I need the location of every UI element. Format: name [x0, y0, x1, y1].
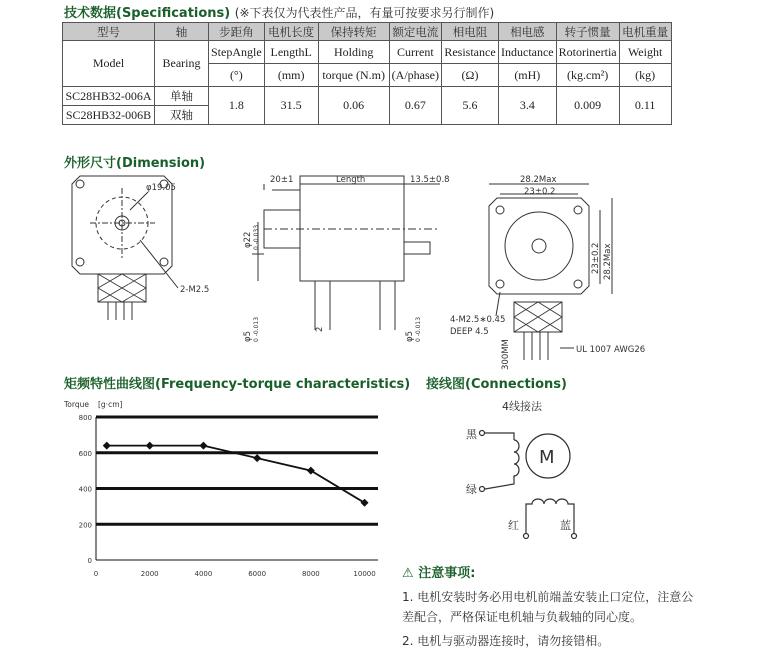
hdr-unit: torque (N.m): [318, 64, 389, 87]
value-cell: 5.6: [442, 87, 499, 125]
hdr-cn: 保持转矩: [318, 23, 389, 41]
value-cell: 31.5: [264, 87, 318, 125]
rear-hole: [574, 280, 582, 288]
y-axis-unit: [g·cm]: [98, 400, 123, 409]
x-tick-label: 2000: [140, 570, 159, 578]
body-max-label: 28.2Max: [520, 175, 557, 185]
data-point: [307, 467, 315, 475]
hdr-en: Model: [63, 41, 155, 87]
table-row: [63, 87, 672, 106]
model-cell: SC28HB32-006B: [63, 106, 155, 125]
pilot-label: φ22: [243, 231, 253, 248]
length-label: Length: [336, 175, 366, 185]
y-tick-label: 800: [78, 414, 92, 422]
hdr-en: Inductance: [499, 41, 557, 64]
x-tick-label: 4000: [194, 570, 213, 578]
hdr-cn: 步距角: [209, 23, 265, 41]
spec-en-row: [63, 41, 672, 64]
depth-label: DEEP 4.5: [450, 327, 489, 337]
hdr-cn: 轴: [155, 23, 209, 41]
hdr-cn: 相电阻: [442, 23, 499, 41]
data-point: [199, 442, 207, 450]
mount-hole: [160, 258, 168, 266]
shaft-dia-label: φ5: [243, 330, 253, 342]
x-tick-label: 6000: [248, 570, 267, 578]
dimension-title: 外形尺寸(Dimension): [64, 156, 206, 171]
x-tick-label: 10000: [353, 570, 376, 578]
y-tick-label: 200: [78, 521, 92, 530]
side-max-label: 28.2Max: [603, 243, 613, 280]
hole-pitch-label: 23±0.2: [524, 187, 556, 197]
y-axis-label: Torque: [64, 400, 89, 409]
hdr-en: Weight: [619, 41, 671, 64]
dia-leader: [130, 192, 148, 210]
spec-note: (※下表仅为代表性产品，有量可按要求另行制作): [234, 6, 495, 20]
dimension-drawing: [0, 170, 760, 370]
x-tick-labels: [94, 570, 376, 578]
hdr-en: Holding: [318, 41, 389, 64]
black-wire: [485, 433, 514, 440]
hdr-unit: (Ω): [442, 64, 499, 87]
bearing-cell: 单轴: [155, 87, 209, 106]
x-tick-label: 8000: [301, 570, 320, 578]
shaft-dia-rear-label: φ5: [405, 330, 415, 342]
data-point: [361, 499, 369, 507]
green-terminal: [480, 487, 485, 492]
chart-grid: [96, 417, 378, 560]
rear-hole: [574, 206, 582, 214]
notes-section: [402, 562, 702, 651]
y-tick-labels: [79, 414, 92, 565]
y-tick-label: 0: [87, 557, 92, 565]
hdr-cn: 相电感: [499, 23, 557, 41]
spec-table: [62, 22, 672, 125]
connections-title: 接线图(Connections): [426, 377, 567, 392]
red-label: 红: [508, 519, 519, 532]
pilot-tol-label: 0 -0.033: [253, 224, 260, 250]
hdr-unit: (kg): [619, 64, 671, 87]
rear-hole: [496, 280, 504, 288]
hdr-en: StepAngle: [209, 41, 265, 64]
screw4-label: 4-M2.5∗0.45: [450, 315, 506, 325]
motor-label: M: [539, 447, 555, 468]
shaft-len-label: 20±1: [270, 175, 294, 185]
hdr-unit: (A/phase): [389, 64, 441, 87]
wire-label: UL 1007 AWG26: [576, 345, 646, 355]
value-cell: 1.8: [209, 87, 265, 125]
blue-label: 蓝: [560, 519, 571, 532]
mount-hole: [76, 258, 84, 266]
hdr-cn: 转子惯量: [556, 23, 619, 41]
hdr-en: Current: [389, 41, 441, 64]
hdr-cn: 型号: [63, 23, 155, 41]
lead-len-label: 300MM: [501, 339, 511, 370]
mount-hole: [76, 180, 84, 188]
hdr-en: Bearing: [155, 41, 209, 87]
y-tick-label: 600: [78, 449, 92, 458]
bearing-cell: 双轴: [155, 106, 209, 125]
green-label: 绿: [466, 483, 477, 496]
value-cell: 0.11: [619, 87, 671, 125]
red-terminal: [524, 534, 529, 539]
model-cell: SC28HB32-006A: [63, 87, 155, 106]
hole-dia-label: φ19.05: [146, 183, 176, 193]
connection-subtitle: 4线接法: [502, 400, 542, 413]
hdr-unit: (mm): [264, 64, 318, 87]
notes-title: 注意事项:: [418, 566, 476, 581]
note-item: 1. 电机安装时务必用电机前端盖安装止口定位，注意公差配合，严格保证电机轴与负载轴的同心度。: [402, 590, 694, 624]
value-cell: 0.009: [556, 87, 619, 125]
x-tick-label: 0: [93, 570, 99, 578]
hdr-cn: 电机重量: [619, 23, 671, 41]
rear-hole: [496, 206, 504, 214]
hdr-unit: (mH): [499, 64, 557, 87]
shaft-tol-rear-label: 0 -0.013: [415, 316, 422, 342]
screw-label: 2-M2.5: [180, 285, 210, 295]
spec-title: [64, 2, 494, 21]
y-tick-label: 400: [78, 485, 92, 494]
blue-terminal: [572, 534, 577, 539]
connection-diagram: [440, 396, 680, 556]
shaft-tol-label: 0 -0.013: [253, 316, 260, 342]
hdr-en: Rotorinertia: [556, 41, 619, 64]
notes-header: [402, 562, 702, 581]
data-point: [253, 454, 261, 462]
rear-shaft: [404, 242, 430, 254]
value-cell: 3.4: [499, 87, 557, 125]
data-point: [146, 442, 154, 450]
rear-circle: [505, 212, 573, 280]
side-view: [252, 176, 440, 330]
front-view: [72, 176, 178, 320]
data-point: [103, 442, 111, 450]
hdr-unit: (kg.cm²): [556, 64, 619, 87]
warning-icon: ⚠: [402, 566, 414, 581]
spec-header-row: [63, 23, 672, 41]
hdr-cn: 额定电流: [389, 23, 441, 41]
note-item: 2. 电机与驱动器连接时，请勿接错相。: [402, 634, 610, 648]
rear-shaft-circle: [532, 239, 546, 253]
key-label: 2: [315, 326, 325, 332]
hdr-cn: 电机长度: [264, 23, 318, 41]
hdr-unit: (°): [209, 64, 265, 87]
black-terminal: [480, 431, 485, 436]
flange-len-label: 13.5±0.8: [410, 175, 450, 185]
coil-a: [485, 440, 519, 489]
spec-title-text: 技术数据(Specifications): [64, 6, 231, 21]
black-label: 黑: [466, 428, 477, 441]
freq-chart: [60, 395, 390, 590]
side-pitch-label: 23±0.2: [591, 242, 601, 274]
hdr-en: Resistance: [442, 41, 499, 64]
hdr-en: LengthL: [264, 41, 318, 64]
freq-title: 矩频特性曲线图(Frequency-torque characteristics): [64, 377, 411, 392]
value-cell: 0.06: [318, 87, 389, 125]
value-cell: 0.67: [389, 87, 441, 125]
